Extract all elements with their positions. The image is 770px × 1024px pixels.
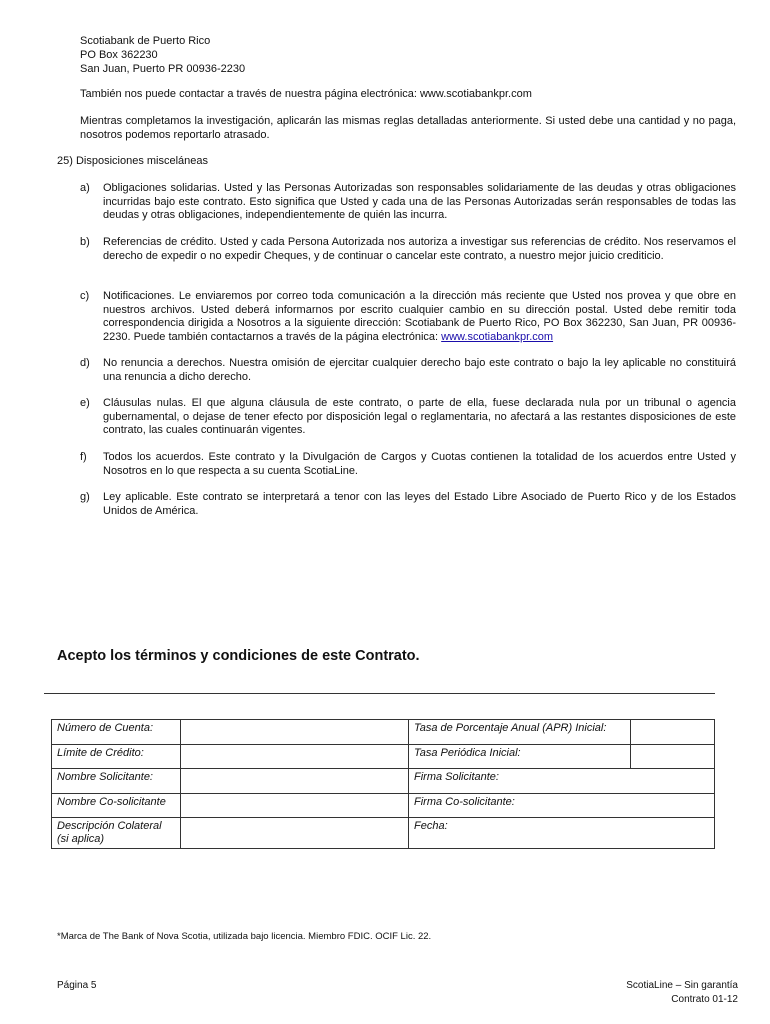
divider bbox=[44, 693, 715, 694]
address-line-3: San Juan, Puerto PR 00936-2230 bbox=[80, 63, 246, 75]
date-field[interactable]: Fecha: bbox=[409, 818, 715, 849]
address-line-2: PO Box 362230 bbox=[80, 49, 158, 61]
collateral-label-line-2: (si aplica) bbox=[57, 833, 105, 845]
applicant-name-field[interactable] bbox=[181, 769, 409, 794]
applicant-signature-field[interactable]: Firma Solicitante: bbox=[409, 769, 715, 794]
clause-g bbox=[80, 491, 736, 518]
clause-letter: a) bbox=[80, 182, 90, 194]
clause-letter: c) bbox=[80, 290, 90, 302]
signature-form bbox=[51, 719, 715, 849]
page-number: Página 5 bbox=[57, 980, 97, 991]
form-row-coapplicant bbox=[52, 793, 715, 818]
applicant-name-label: Nombre Solicitante: bbox=[52, 769, 181, 794]
clause-letter: f) bbox=[80, 451, 87, 463]
account-number-field[interactable] bbox=[181, 720, 409, 745]
website-link[interactable]: www.scotiabankpr.com bbox=[441, 330, 554, 343]
account-number-label: Número de Cuenta: bbox=[52, 720, 181, 745]
investigation-paragraph: Mientras completamos la investigación, aplicarán las mismas reglas detalladas anteriormente. Si usted debe una cantidad y no paga, nosotros podemos reportarlo atrasado. bbox=[80, 115, 736, 141]
form-row-credit bbox=[52, 744, 715, 769]
collateral-label bbox=[52, 818, 181, 849]
credit-limit-field[interactable] bbox=[181, 744, 409, 769]
form-row-collateral bbox=[52, 818, 715, 849]
clause-text: No renuncia a derechos. Nuestra omisión de ejercitar cualquier derecho bajo este contrato o bajo la ley aplicable no constituirá una renuncia a dicho derecho. bbox=[103, 357, 736, 383]
document-version: Contrato 01-12 bbox=[671, 993, 738, 1005]
clause-text: Ley aplicable. Este contrato se interpretará a tenor con las leyes del Estado Libre Asociado de Puerto Rico y de los Estados Unidos de América. bbox=[103, 491, 736, 517]
clause-text: Notificaciones. Le enviaremos por correo toda comunicación a la dirección más reciente que Usted nos provea y que obre en nuestros archivos. Usted deberá informarnos por escrito cualquier cambio en su dirección postal. Usted debe remitir toda correspondencia dirigida a Nosotros a la siguiente dirección: Scotiabank de Puerto Rico, PO Box 362230, San Juan, PR 00936-2230. Puede también contactarnos a través de la página electrónica: bbox=[103, 290, 736, 343]
apr-field[interactable] bbox=[631, 720, 715, 745]
document-id bbox=[626, 979, 738, 1006]
section-heading bbox=[57, 155, 208, 169]
collateral-field[interactable] bbox=[181, 818, 409, 849]
clause-text-wrapper bbox=[103, 290, 736, 344]
clause-f bbox=[80, 451, 736, 478]
coapplicant-name-field[interactable] bbox=[181, 793, 409, 818]
clause-letter: g) bbox=[80, 491, 90, 503]
coapplicant-signature-field[interactable]: Firma Co-solicitante: bbox=[409, 793, 715, 818]
clause-letter: d) bbox=[80, 357, 90, 369]
apr-label: Tasa de Porcentaje Anual (APR) Inicial: bbox=[409, 720, 631, 745]
clause-c bbox=[80, 290, 736, 344]
trademark-footnote: *Marca de The Bank of Nova Scotia, utilizada bajo licencia. Miembro FDIC. OCIF Lic. 22. bbox=[57, 931, 432, 942]
clause-text: Cláusulas nulas. El que alguna cláusula de este contrato, o parte de ella, fuese declarada nula por un tribunal o agencia gubernamental, o dejase de tener efecto por disposición legal o reglamentaria, no afectará a las restantes disposiciones de este contrato, las cuales continuarán vigentes. bbox=[103, 397, 736, 436]
contact-paragraph: También nos puede contactar a través de nuestra página electrónica: www.scotiabankpr.com bbox=[80, 88, 532, 100]
periodic-rate-field[interactable] bbox=[631, 744, 715, 769]
clause-letter: e) bbox=[80, 397, 90, 409]
section-title: Disposiciones misceláneas bbox=[75, 155, 209, 167]
acceptance-heading: Acepto los términos y condiciones de este Contrato. bbox=[57, 648, 420, 664]
clause-text: Todos los acuerdos. Este contrato y la Divulgación de Cargos y Cuotas contienen la totalidad de los acuerdos entre Usted y Nosotros en lo que respecta a su cuenta ScotiaLine. bbox=[103, 451, 736, 477]
section-number: 25) bbox=[57, 155, 73, 167]
document-title: ScotiaLine – Sin garantía bbox=[626, 980, 738, 991]
clause-b bbox=[80, 236, 736, 263]
periodic-rate-label: Tasa Periódica Inicial: bbox=[409, 744, 631, 769]
clause-d bbox=[80, 357, 736, 384]
clause-text: Referencias de crédito. Usted y cada Persona Autorizada nos autoriza a investigar sus referencias de crédito. Nos reservamos el derecho de expedir o no expedir Cheques, y de continuar o cancelar este contrato, a nuestro mejor juicio crediticio. bbox=[103, 236, 736, 262]
form-row-applicant bbox=[52, 769, 715, 794]
clause-text: Obligaciones solidarias. Usted y las Personas Autorizadas son responsables solidariamente de las deudas y otras obligaciones incurridas bajo este contrato. Esto significa que Usted y cada una de las Personas Autorizadas serán responsables de todas las deudas y otras obligaciones, independientemente de quién las incurra. bbox=[103, 182, 736, 221]
collateral-label-line-1: Descripción Colateral bbox=[57, 820, 162, 832]
clause-letter: b) bbox=[80, 236, 90, 248]
clause-e bbox=[80, 397, 736, 438]
coapplicant-name-label: Nombre Co-solicitante bbox=[52, 793, 181, 818]
address-line-1: Scotiabank de Puerto Rico bbox=[80, 35, 211, 47]
clause-a bbox=[80, 182, 736, 223]
form-row-account bbox=[52, 720, 715, 745]
bank-address bbox=[80, 35, 245, 77]
credit-limit-label: Límite de Crédito: bbox=[52, 744, 181, 769]
